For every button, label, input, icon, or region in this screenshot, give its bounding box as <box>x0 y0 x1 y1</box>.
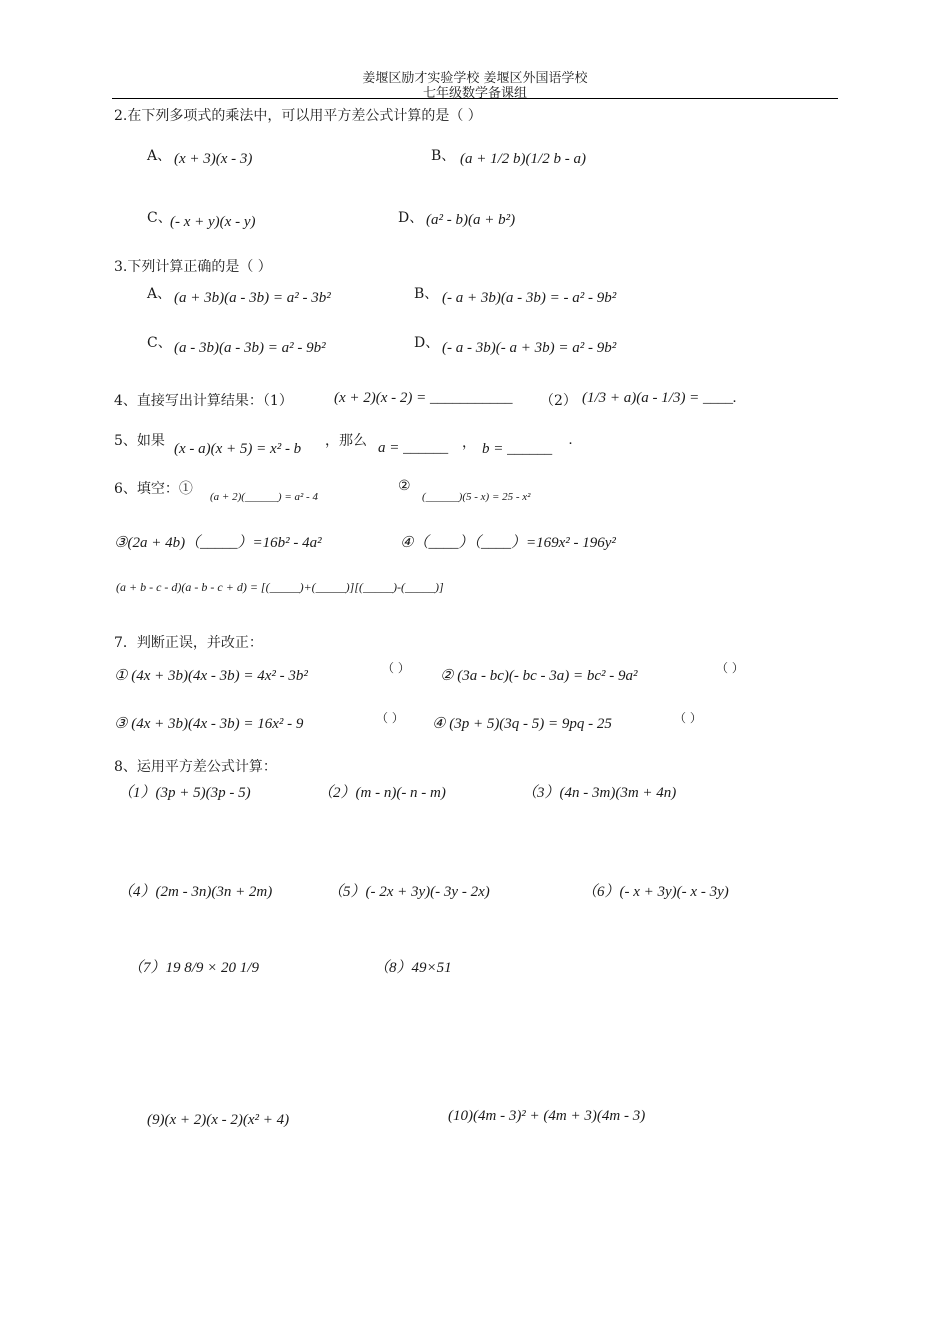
q8-part-10: (10)(4m - 3)² + (4m + 3)(4m - 3) <box>448 1108 646 1124</box>
q8-part-6: （6）(- x + 3y)(- x - 3y) <box>582 884 729 900</box>
q7-item-4: ④ (3p + 5)(3q - 5) = 9pq - 25 <box>432 716 612 732</box>
q3-D-expr: (- a - 3b)(- a + 3b) = a² - 9b² <box>442 340 617 356</box>
q8-part-4: （4）(2m - 3n)(3n + 2m) <box>118 884 273 900</box>
q6-circle-2: ② <box>398 478 411 494</box>
q6-expr-5: (a + b - c - d)(a - b - c + d) = [(_____)+(_____)][(_____)-(_____)] <box>116 580 444 594</box>
q7-paren-3: （ ） <box>376 711 404 725</box>
q7-item-3: ③ (4x + 3b)(4x - 3b) = 16x² - 9 <box>114 716 304 732</box>
q2-D-label: D、 <box>398 210 424 226</box>
q5-mid: ，那么 <box>325 433 367 449</box>
q2-A-expr: (x + 3)(x - 3) <box>174 151 253 167</box>
q8-part-7: （7）19 8/9 × 20 1/9 <box>128 960 259 976</box>
q3-C-label: C、 <box>147 335 172 351</box>
q8-part-8: （8）49×51 <box>374 960 452 976</box>
q5-a-blank: a = ______ <box>378 440 449 456</box>
q3-B-label: B、 <box>414 286 439 302</box>
q3-stem: 3.下列计算正确的是（ ） <box>114 259 272 275</box>
q4-part2: (1/3 + a)(a - 1/3) = ____. <box>582 390 737 406</box>
q2-stem: 2.在下列多项式的乘法中，可以用平方差公式计算的是（ ） <box>114 108 482 124</box>
header-group-name: 七年级数学备课组 <box>422 86 527 101</box>
q2-D-expr: (a² - b)(a + b²) <box>426 212 516 228</box>
q4-part2-label: （2） <box>540 393 577 409</box>
q7-item-1: ① (4x + 3b)(4x - 3b) = 4x² - 3b² <box>114 668 308 684</box>
q2-B-expr: (a + 1/2 b)(1/2 b - a) <box>460 151 586 167</box>
q5-expr: (x - a)(x + 5) = x² - b <box>174 441 302 457</box>
header-rule <box>112 98 838 99</box>
q2-C-expr: (- x + y)(x - y) <box>170 214 256 230</box>
q8-part-1: （1）(3p + 5)(3p - 5) <box>118 785 251 801</box>
q7-stem: 7．判断正误，并改正： <box>114 635 263 651</box>
q6-expr-3: ③(2a + 4b)（_____）=16b² - 4a² <box>114 535 322 551</box>
q6-expr-4: ④（____）（____）=169x² - 196y² <box>400 535 616 551</box>
q8-part-9: (9)(x + 2)(x - 2)(x² + 4) <box>147 1112 290 1128</box>
q3-B-expr: (- a + 3b)(a - 3b) = - a² - 9b² <box>442 290 617 306</box>
q8-stem: 8、运用平方差公式计算： <box>114 759 277 775</box>
header-school-names: 姜堰区励才实验学校 姜堰区外国语学校 <box>362 71 588 86</box>
q6-expr-2: (______)(5 - x) = 25 - x² <box>422 491 531 503</box>
q2-B-label: B、 <box>431 148 456 164</box>
q2-A-label: A、 <box>147 148 172 164</box>
q8-part-5: （5）(- 2x + 3y)(- 3y - 2x) <box>328 884 490 900</box>
q8-part-3: （3）(4n - 3m)(3m + 4n) <box>522 785 677 801</box>
q4-stem: 4、直接写出计算结果：（1） <box>114 393 293 409</box>
q5-end: . <box>569 432 573 448</box>
q6-stem: 6、填空：① <box>114 481 193 497</box>
q5-comma: ， <box>462 435 476 451</box>
q4-part1: (x + 2)(x - 2) = ___________ <box>334 390 513 406</box>
q7-paren-2: （ ） <box>716 661 744 675</box>
q3-A-expr: (a + 3b)(a - 3b) = a² - 3b² <box>174 290 331 306</box>
q3-A-label: A、 <box>147 286 172 302</box>
q2-C-label: C、 <box>147 210 172 226</box>
q5-b-blank: b = ______ <box>482 441 553 457</box>
q7-paren-4: （ ） <box>674 711 702 725</box>
q3-C-expr: (a - 3b)(a - 3b) = a² - 9b² <box>174 340 326 356</box>
q7-item-2: ② (3a - bc)(- bc - 3a) = bc² - 9a² <box>440 668 638 684</box>
q6-expr-1: (a + 2)(______) = a² - 4 <box>210 491 318 503</box>
q5-stem: 5、如果 <box>114 433 165 449</box>
q3-D-label: D、 <box>414 335 440 351</box>
q7-paren-1: （ ） <box>382 661 410 675</box>
q8-part-2: （2）(m - n)(- n - m) <box>318 785 446 801</box>
